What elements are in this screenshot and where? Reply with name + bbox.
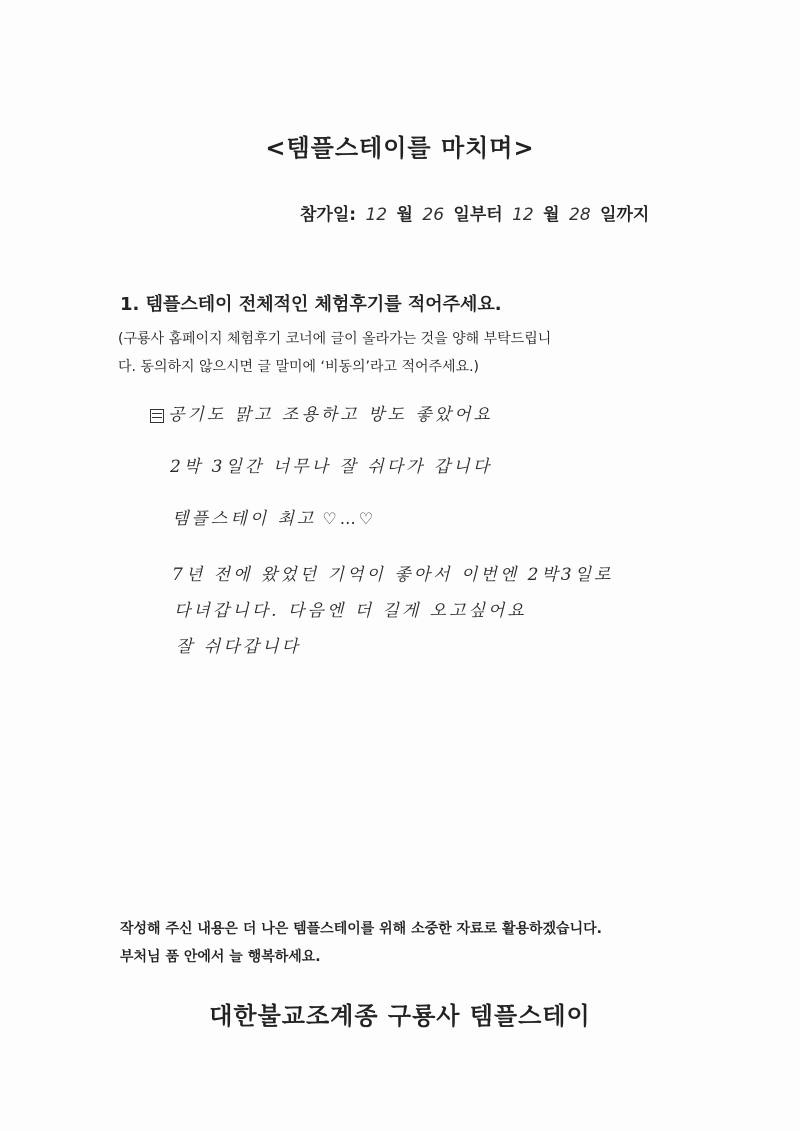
period-label: 참가일: [300, 205, 357, 225]
scribble-mark-icon [150, 409, 164, 423]
handwritten-line: 잘 쉬다갑니다 [176, 637, 301, 657]
handwritten-line: 공기도 맑고 조용하고 방도 좋았어요 [150, 400, 493, 425]
consent-note-line: (구룡사 홈페이지 체험후기 코너에 글이 올라가는 것을 양해 부탁드립니 [118, 331, 552, 347]
handwritten-line: 7년 전에 왔었던 기억이 좋아서 이번엔 2박3일로 [172, 565, 614, 585]
handwritten-line: 템플스테이 최고 ♡…♡ [172, 509, 377, 529]
until-label: 일까지 [600, 205, 650, 225]
start-month: 12 [365, 205, 388, 225]
closing-message-line: 작성해 주신 내용은 더 나은 템플스테이를 위해 소중한 자료로 활용하겠습니다. [120, 921, 602, 937]
heart-doodle-icon: ♡…♡ [322, 509, 377, 528]
handwritten-line: 2박 3일간 너무나 잘 쉬다가 갑니다 [170, 457, 493, 477]
consent-note-line: 다. 동의하지 않으시면 글 말미에 ‘비동의’라고 적어주세요.) [118, 359, 480, 375]
question-heading: 1. 템플스테이 전체적인 체험후기를 적어주세요. [120, 294, 502, 315]
consent-note [118, 325, 698, 381]
month-unit-start: 월 [396, 205, 413, 225]
organization-name: 대한불교조계종 구룡사 템플스테이 [209, 1002, 591, 1030]
end-month: 12 [512, 205, 534, 225]
from-label: 일부터 [453, 205, 503, 225]
participation-period [300, 200, 649, 225]
page-title: <템플스테이를 마치며> [265, 134, 535, 162]
closing-message [120, 915, 602, 971]
closing-message-line: 부처님 품 안에서 늘 행복하세요. [120, 949, 321, 965]
end-day: 28 [569, 205, 591, 225]
month-unit-end: 월 [543, 205, 560, 225]
handwritten-line: 다녀갑니다. 다음엔 더 길게 오고싶어요 [174, 601, 527, 621]
start-day: 26 [422, 205, 445, 225]
